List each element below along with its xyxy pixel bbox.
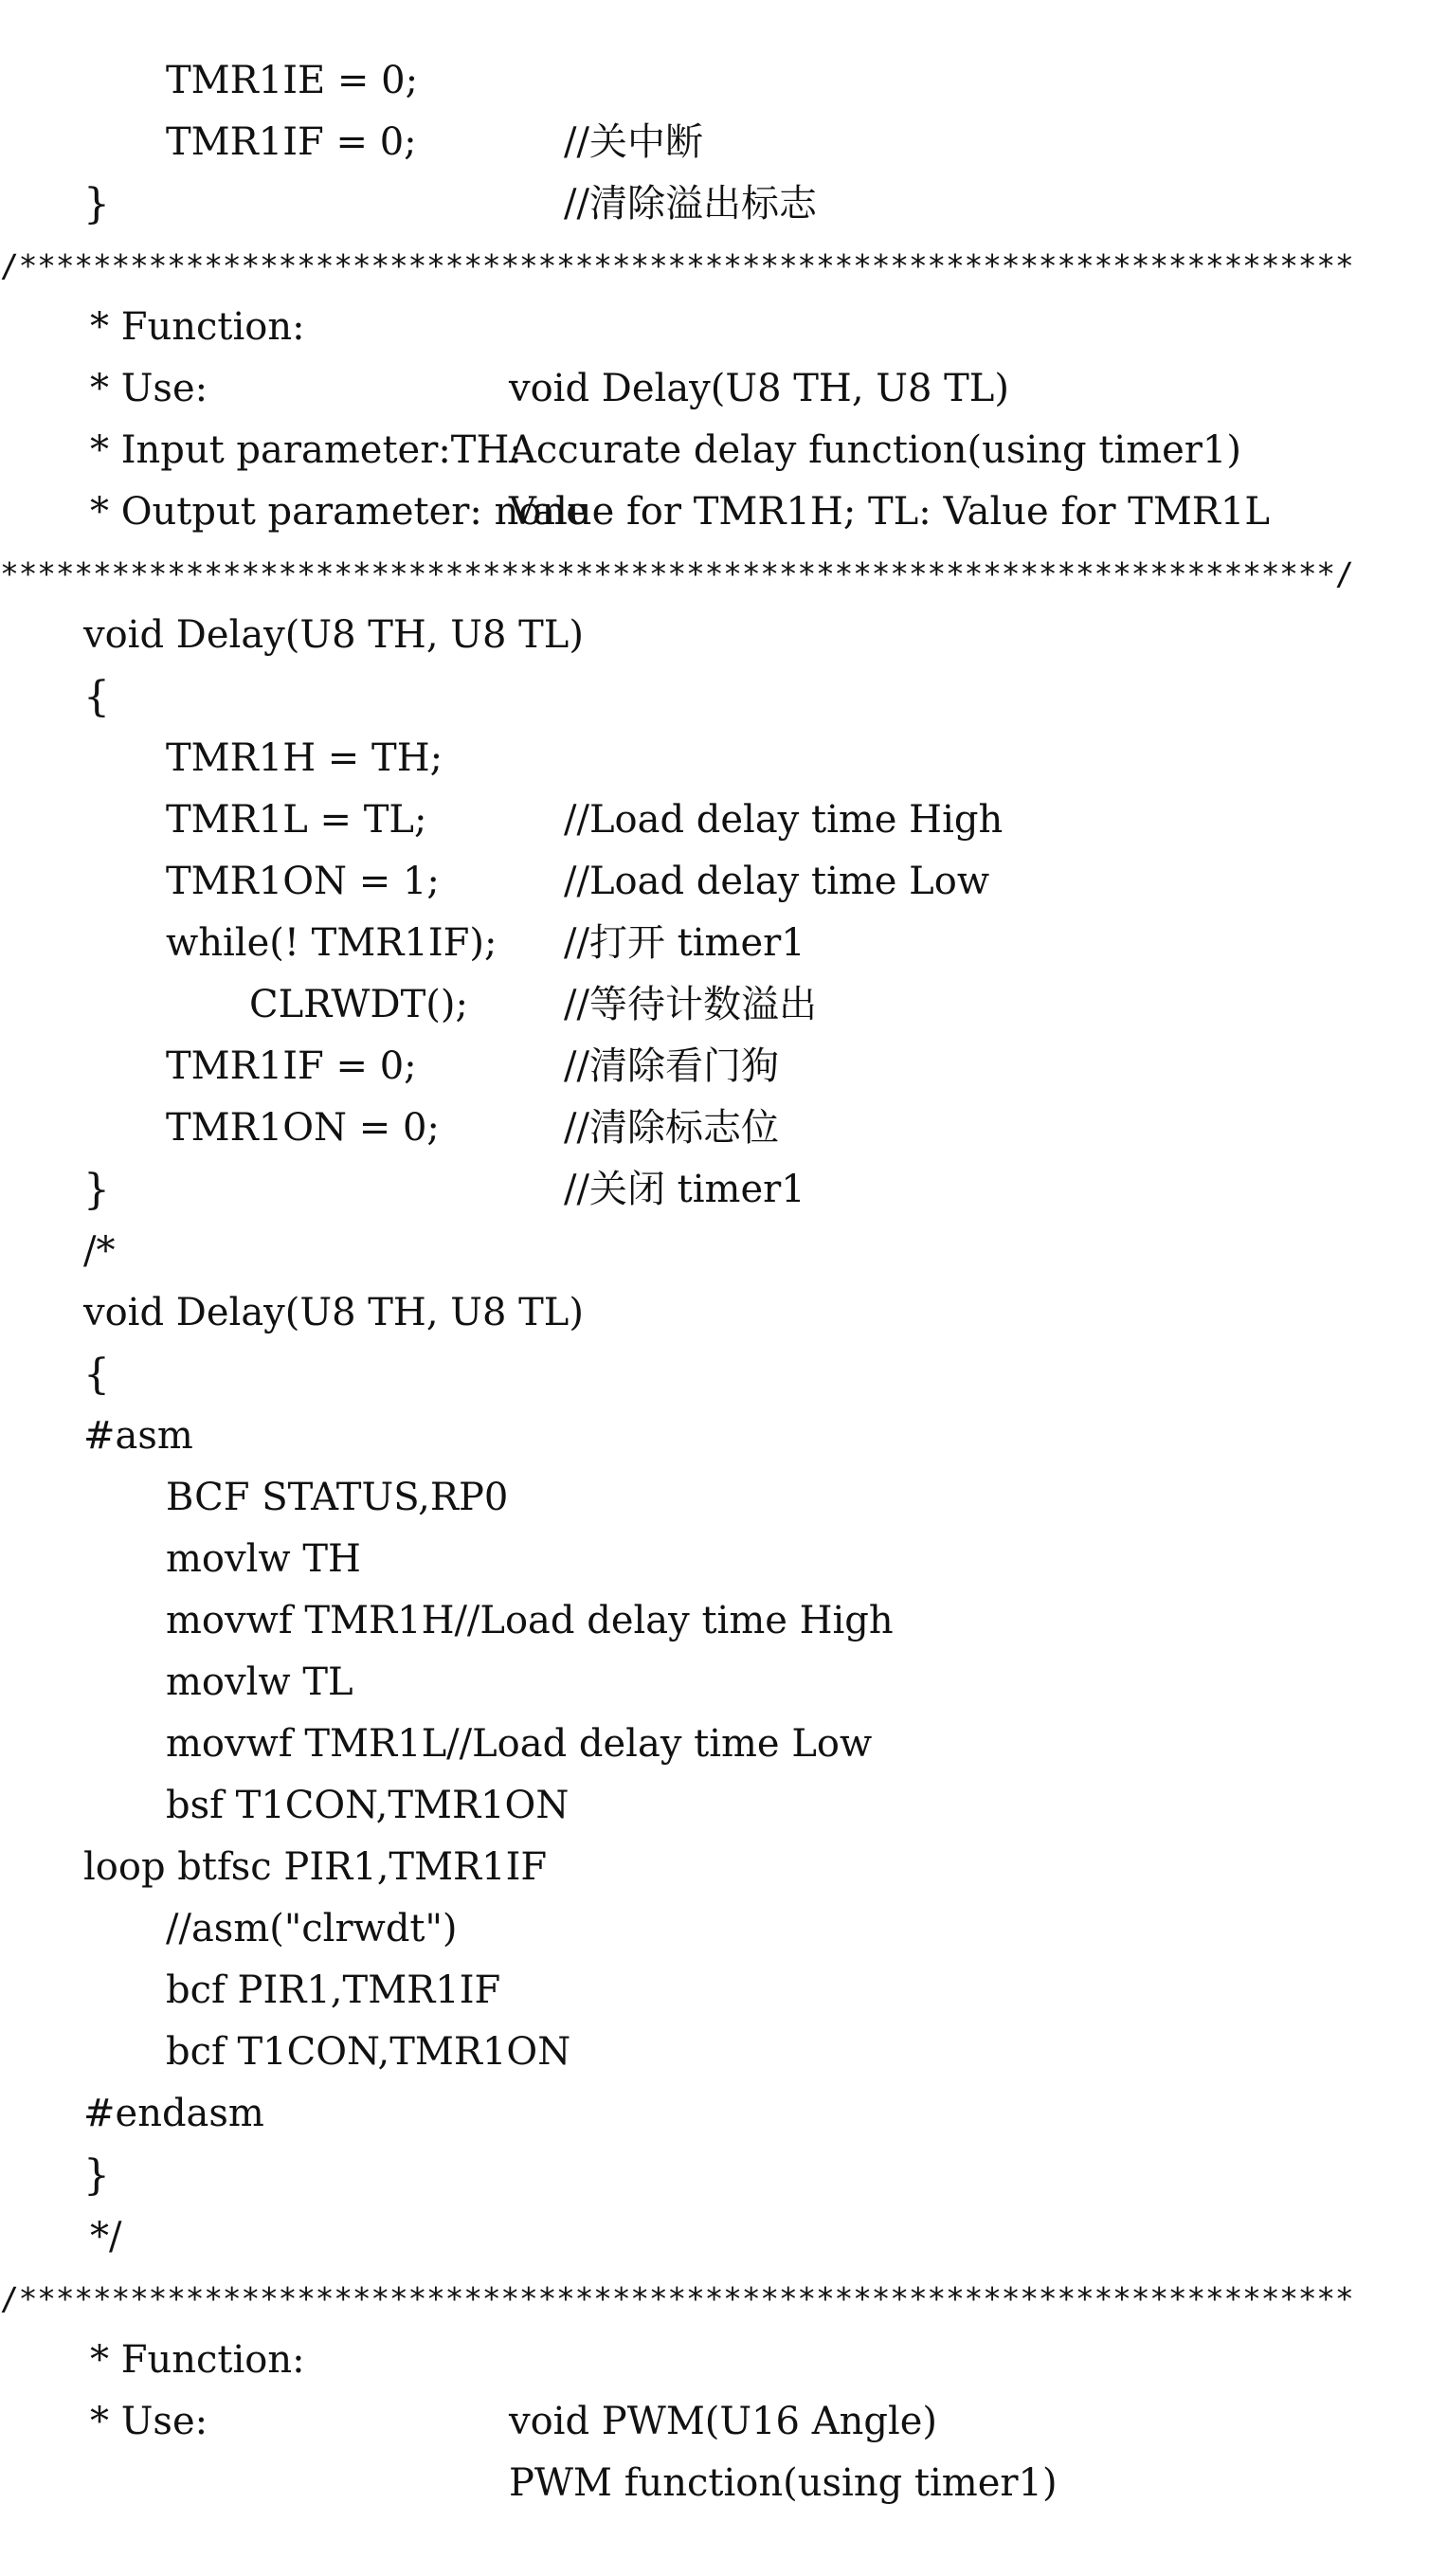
code-text: TMR1L = TL;	[166, 798, 427, 842]
code-comment: //清除看门狗	[564, 1044, 779, 1088]
divider-text: /************************************************************************	[0, 247, 1354, 284]
code-line	[0, 1159, 116, 1273]
code-comment: //清除溢出标志	[564, 182, 817, 226]
closing-brace: }	[83, 1166, 110, 1214]
code-text: TMR1IF = 0;	[166, 1044, 417, 1088]
doc-value: Value for TMR1H; TL: Value for TMR1L	[509, 490, 1270, 534]
asm-directive: #endasm	[83, 2092, 264, 2135]
code-text: CLRWDT();	[249, 983, 468, 1026]
opening-brace: {	[83, 673, 110, 721]
code-comment: //清除标志位	[564, 1106, 779, 1150]
doc-value: Accurate delay function(using timer1)	[509, 428, 1241, 472]
code-comment: //打开 timer1	[564, 921, 805, 965]
doc-label: * Input parameter:TH:	[90, 428, 522, 472]
asm-instruction: movlw TL	[166, 1660, 353, 1704]
asm-instruction: BCF STATUS,RP0	[166, 1476, 509, 1519]
divider-text: /************************************************************************	[0, 2280, 1354, 2317]
asm-instruction: bsf T1CON,TMR1ON	[166, 1784, 570, 1827]
code-comment: //Load delay time High	[564, 798, 1004, 842]
code-comment: //关中断	[564, 120, 703, 164]
asm-instruction: movwf TMR1L//Load delay time Low	[166, 1722, 873, 1766]
code-comment: //等待计数溢出	[564, 983, 817, 1026]
closing-brace: }	[83, 180, 110, 228]
code-line	[0, 1221, 584, 1334]
asm-instruction: movwf TMR1H//Load delay time High	[166, 1599, 894, 1642]
doc-label: * Function:	[90, 305, 305, 349]
function-signature: void Delay(U8 TH, U8 TL)	[83, 613, 584, 657]
code-line	[0, 1344, 193, 1458]
block-comment-start: /*	[83, 1229, 116, 1273]
doc-label: * Output parameter: none	[90, 490, 588, 534]
code-text: TMR1H = TH;	[166, 736, 443, 780]
asm-instruction: loop btfsc PIR1,TMR1IF	[83, 1845, 548, 1889]
code-text: TMR1IE = 0;	[166, 59, 419, 102]
asm-instruction: movlw TH	[166, 1537, 361, 1581]
doc-value: void PWM(U16 Angle)	[509, 2400, 938, 2443]
code-line	[0, 1098, 110, 1214]
code-comment: //Load delay time Low	[564, 860, 990, 903]
code-text: TMR1IF = 0;	[166, 120, 417, 164]
code-line	[0, 112, 110, 228]
code-text: TMR1ON = 0;	[166, 1106, 440, 1150]
code-line	[0, 543, 584, 657]
doc-value: PWM function(using timer1)	[509, 2461, 1058, 2505]
code-text: TMR1ON = 1;	[166, 860, 440, 903]
divider-text: ************************************************************************/	[0, 555, 1354, 592]
code-line	[0, 605, 110, 721]
doc-label: * Function:	[90, 2338, 305, 2382]
doc-value: void Delay(U8 TH, U8 TL)	[509, 367, 1009, 410]
code-line	[0, 2022, 264, 2135]
asm-instruction: //asm("clrwdt")	[166, 1907, 458, 1950]
asm-instruction: bcf PIR1,TMR1IF	[166, 1968, 501, 2012]
doc-label: * Use:	[90, 2400, 208, 2443]
code-text: while(! TMR1IF);	[166, 921, 497, 965]
asm-instruction: bcf T1CON,TMR1ON	[166, 2030, 571, 2074]
code-line	[0, 2145, 122, 2259]
asm-directive: #asm	[83, 1414, 193, 1458]
code-line	[0, 1590, 353, 1704]
code-comment: //关闭 timer1	[564, 1168, 805, 1211]
block-comment-end: */	[90, 2215, 122, 2259]
code-line	[0, 1282, 110, 1399]
function-signature: void Delay(U8 TH, U8 TL)	[83, 1291, 584, 1334]
closing-brace: }	[83, 2151, 110, 2200]
comment-divider	[0, 2206, 1354, 2317]
doc-label: * Use:	[90, 367, 208, 410]
code-line	[0, 2083, 110, 2200]
opening-brace: {	[83, 1351, 110, 1399]
